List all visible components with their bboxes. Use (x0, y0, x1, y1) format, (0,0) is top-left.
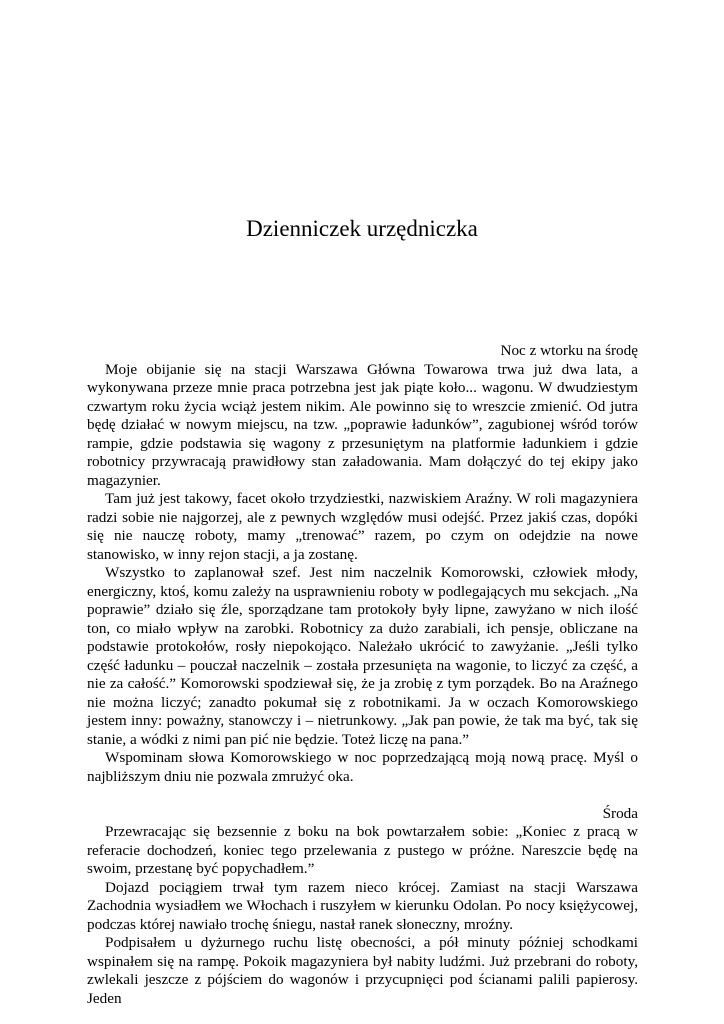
paragraph: Dojazd pociągiem trwał tym razem nieco krócej. Zamiast na stacji Warszawa Zachodnia wysiadłem we Włochach i ruszyłem w kierunku Odolan. Po nocy księżycowej, podczas której nawiało trochę śniegu, nastał ranek słoneczny, mroźny. (87, 878, 638, 933)
paragraph: Moje obijanie się na stacji Warszawa Główna Towarowa trwa już dwa lata, a wykonywana przeze mnie praca potrzebna jest jak piąte koło... wagonu. W dwudziestym czwartym roku życia wciąż jestem nikim. Ale powinno się to wreszcie zmienić. Od jutra będę działać w nowym miejscu, na tzw. „poprawie ładunków”, zagubionej wśród torów rampie, gdzie podstawia się wagony z przesuniętym na platformie ładunkiem i gdzie robotnicy przywracają prawidłowy stan załadowania. Mam dołączyć do tej ekipy jako magazynier. (87, 360, 638, 489)
diary-entry-1 (87, 342, 638, 786)
paragraph: Wspominam słowa Komorowskiego w noc poprzedzającą moją nową pracę. Myśl o najbliższym dniu nie pozwala zmrużyć oka. (87, 749, 638, 785)
section-spacer (87, 786, 638, 805)
entry-date: Środa (602, 804, 638, 822)
paragraph: Przewracając się bezsennie z boku na bok powtarzałem sobie: „Koniec z pracą w referacie dochodzeń, koniec tego przelewania z pustego w próżne. Nareszcie będę na swoim, przestanę być popychadłem.” (87, 823, 638, 877)
document-title: Dzienniczek urzędniczka (246, 216, 478, 241)
paragraph: Podpisałem u dyżurnego ruchu listę obecności, a pół minuty później schodkami wspinałem się na rampę. Pokoik magazyniera był nabity ludźmi. Już przebrani do roboty, zwlekali jeszcze z pójściem do wagonów i przycupnięci pod ścianami palili papierosy. Jeden (87, 934, 638, 1007)
paragraph: Tam już jest takowy, facet około trzydziestki, nazwiskiem Araźny. W roli magazyniera radzi sobie nie najgorzej, ale z pewnych względów musi odejść. Przez jakiś czas, dopóki się nie nauczę roboty, mamy „trenować” razem, po czym on odejdzie na nowe stanowisko, w inny rejon stacji, a ja zostanę. (87, 490, 638, 563)
entry-date: Noc z wtorku na środę (500, 342, 638, 359)
paragraph: Wszystko to zaplanował szef. Jest nim naczelnik Komorowski, człowiek młody, energiczny, ktoś, komu zależy na usprawnieniu roboty w podlegających mu sekcjach. „Na poprawie” działo się źle, sporządzane tam protokoły były lipne, zawyżano w nich ilość ton, co miało wpływ na zarobki. Robotnicy za dużo zarabiali, ich pensje, obliczane na podstawie protokołów, rosły niepokojąco. Należało ukrócić to zawyżanie. „Jeśli tylko część ładunku – pouczał naczelnik – została przesunięta na wagonie, to liczyć za część, a nie za całość.” Komorowski spodziewał się, że ja zrobię z tym porządek. Bo na Araźnego nie można liczyć; zanadto pokumał się z robotnikami. Ja w oczach Komorowskiego jestem inny: poważny, stanowczy i – nietrunkowy. „Jak pan powie, że tak ma być, tak się stanie, a wódki z nimi pan pić nie będzie. Toteż liczę na pana.” (87, 564, 638, 748)
diary-entry-2 (87, 805, 638, 1009)
document-body (87, 342, 638, 1008)
